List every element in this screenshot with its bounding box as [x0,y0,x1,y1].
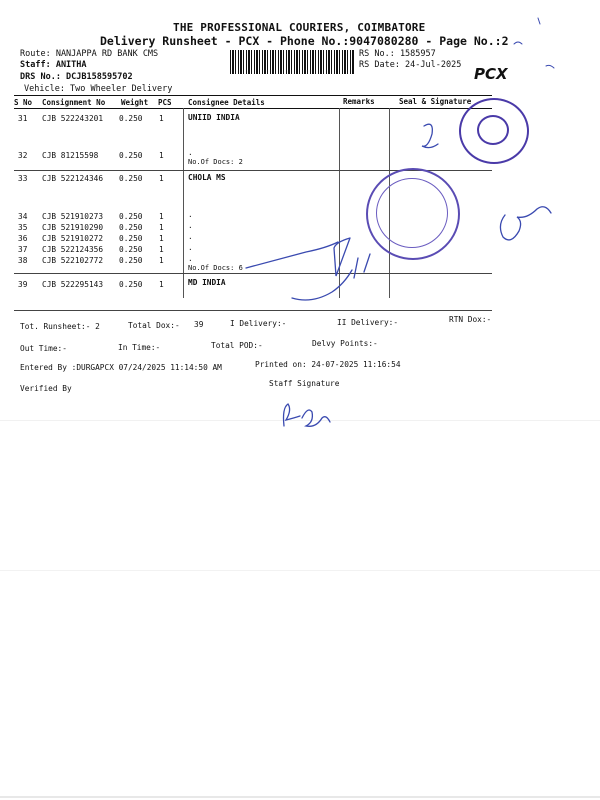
drs-number: DRS No.: DCJB158595702 [20,72,133,82]
cell-pcs: 1 [159,256,164,265]
company-title: THE PROFESSIONAL COURIERS, COIMBATORE [173,21,426,34]
cell-sno: 37 [18,245,28,254]
cell-weight: 0.250 [119,174,143,183]
total-dox-value: 39 [194,320,204,329]
verified-by: Verified By [20,384,72,393]
total-dox-label: Total Dox:- [128,321,180,330]
cell-consignment: CJB 81215598 [42,151,99,160]
col-header-remarks: Remarks [343,97,375,106]
col-header-pcs: PCS [158,98,172,107]
col-header-consignment: Consignment No [42,98,106,107]
cell-consignee: . [188,148,193,157]
rtn-dox: RTN Dox:- [449,315,492,324]
total-pod: Total POD:- [211,341,263,350]
signature-stroke [246,242,338,268]
staff-signature-label: Staff Signature [269,379,340,388]
cell-pcs: 1 [159,114,164,123]
cell-sno: 34 [18,212,28,221]
runsheet-subtitle: Delivery Runsheet - PCX - Phone No.:9047080280 - Page No.:2 [100,34,509,48]
cell-consignee: CHOLA MS [188,173,226,182]
cell-pcs: 1 [159,234,164,243]
cell-weight: 0.250 [119,151,143,160]
col-header-weight: Weight [121,98,149,107]
cell-consignment: CJB 522102772 [42,256,104,265]
staff-label: Staff: ANITHA [20,60,87,70]
cell-sno: 38 [18,256,28,265]
col-header-consignee: Consignee Details [188,98,265,107]
in-time: In Time:- [118,343,161,352]
cell-weight: 0.250 [119,256,143,265]
cell-consignment: CJB 522124346 [42,174,104,183]
cell-sno: 33 [18,174,28,183]
signature-stroke [500,207,551,240]
pcx-stamp-mark: PCX [474,65,508,83]
rs-number: RS No.: 1585957 [359,49,436,59]
delvy-points: Delvy Points:- [312,339,378,348]
out-time: Out Time:- [20,344,67,353]
cell-weight: 0.250 [119,234,143,243]
signature-stroke [422,124,438,147]
entered-by: Entered By :DURGAPCX 07/24/2025 11:14:50 AM [20,363,222,372]
cell-weight: 0.250 [119,212,143,221]
cell-pcs: 1 [159,223,164,232]
cell-pcs: 1 [159,280,164,289]
scan-line [0,570,600,571]
cell-consignment: CJB 522124356 [42,245,104,254]
signature-stroke [334,238,370,278]
signature-stroke [284,404,331,426]
cell-weight: 0.250 [119,245,143,254]
cell-consignment: CJB 522243201 [42,114,104,123]
cell-pcs: 1 [159,151,164,160]
ii-delivery: II Delivery:- [337,318,399,327]
cell-consignee: . [188,243,193,252]
cell-consignee: . [188,221,193,230]
ink-mark [514,18,554,68]
printed-on: Printed on: 24-07-2025 11:16:54 [255,360,401,369]
rs-date: RS Date: 24-Jul-2025 [359,60,462,70]
docs-count: No.Of Docs: 2 [188,158,243,166]
route-label: Route: NANJAPPA RD BANK CMS [20,49,159,59]
cell-sno: 39 [18,280,28,289]
cell-sno: 31 [18,114,28,123]
scan-line [0,796,600,798]
cell-pcs: 1 [159,174,164,183]
cell-weight: 0.250 [119,114,143,123]
cell-consignment: CJB 521910290 [42,223,104,232]
cell-consignee: . [188,254,193,263]
cell-weight: 0.250 [119,223,143,232]
cell-weight: 0.250 [119,280,143,289]
cell-consignment: CJB 522295143 [42,280,104,289]
col-header-seal: Seal & Signature [399,97,472,106]
cell-sno: 32 [18,151,28,160]
cell-consignee: MD INDIA [188,278,226,287]
cell-pcs: 1 [159,212,164,221]
cell-consignee: . [188,232,193,241]
cell-consignee: UNIID INDIA [188,113,240,122]
cell-sno: 35 [18,223,28,232]
i-delivery: I Delivery:- [230,319,287,328]
vehicle-label: Vehicle: Two Wheeler Delivery [24,84,173,94]
cell-consignee: . [188,210,193,219]
cell-sno: 36 [18,234,28,243]
cell-consignment: CJB 521910272 [42,234,104,243]
cell-pcs: 1 [159,245,164,254]
cell-consignment: CJB 521910273 [42,212,104,221]
total-runsheet: Tot. Runsheet:- 2 [20,322,100,331]
signature-stroke [292,270,352,300]
col-header-sno: S No [14,98,33,107]
docs-count: No.Of Docs: 6 [188,264,243,272]
